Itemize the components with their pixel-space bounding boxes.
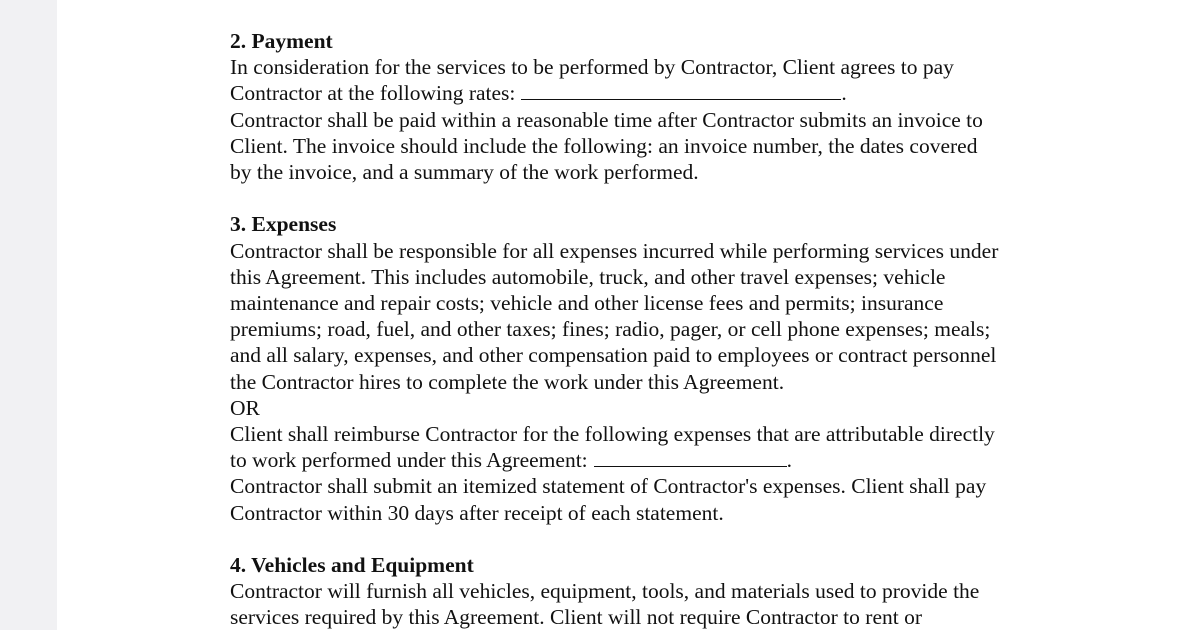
paragraph-line: premiums; road, fuel, and other taxes; fines; radio, pager, or cell phone expenses; meals; bbox=[230, 317, 991, 342]
rates-label: Contractor at the following rates: bbox=[230, 81, 516, 106]
paragraph-line: by the invoice, and a summary of the work performed. bbox=[230, 160, 699, 185]
document-content bbox=[230, 28, 1110, 630]
paragraph-line: Client shall reimburse Contractor for the following expenses that are attributable directly bbox=[230, 422, 995, 447]
rates-period: . bbox=[841, 81, 847, 106]
paragraph-line: Contractor shall be responsible for all expenses incurred while performing services under bbox=[230, 238, 999, 263]
viewer-gutter bbox=[0, 0, 57, 630]
or-separator: OR bbox=[230, 395, 260, 420]
paragraph-line: Contractor shall be paid within a reasonable time after Contractor submits an invoice to bbox=[230, 107, 983, 132]
section-vehicles-equipment bbox=[230, 552, 1110, 630]
paragraph-line: this Agreement. This includes automobile, truck, and other travel expenses; vehicle bbox=[230, 264, 946, 289]
section-expenses bbox=[230, 211, 1110, 525]
paragraph-line: Client. The invoice should include the following: an invoice number, the dates covered bbox=[230, 133, 978, 158]
paragraph-line: the Contractor hires to complete the work under this Agreement. bbox=[230, 369, 785, 394]
expenses-label: to work performed under this Agreement: bbox=[230, 448, 588, 473]
section-heading-vehicles-equipment: 4. Vehicles and Equipment bbox=[230, 553, 474, 578]
rates-line bbox=[230, 80, 1110, 106]
expenses-line bbox=[230, 447, 1110, 473]
rates-blank-field[interactable] bbox=[521, 81, 841, 100]
paragraph-line: Contractor within 30 days after receipt of each statement. bbox=[230, 500, 724, 525]
paragraph-line: and all salary, expenses, and other compensation paid to employees or contract personnel bbox=[230, 343, 997, 368]
paragraph-line: In consideration for the services to be performed by Contractor, Client agrees to pay bbox=[230, 55, 954, 80]
expenses-period: . bbox=[786, 448, 793, 473]
section-payment bbox=[230, 28, 1110, 185]
paragraph-line: maintenance and repair costs; vehicle and other license fees and permits; insurance bbox=[230, 291, 944, 316]
paragraph-line: services required by this Agreement. Client will not require Contractor to rent or bbox=[230, 605, 922, 630]
section-heading-payment: 2. Payment bbox=[230, 29, 333, 53]
section-heading-expenses: 3. Expenses bbox=[230, 212, 337, 237]
document-page bbox=[57, 0, 1200, 630]
expenses-blank-field[interactable] bbox=[594, 448, 787, 467]
paragraph-line: Contractor will furnish all vehicles, equipment, tools, and materials used to provide the bbox=[230, 579, 980, 604]
paragraph-line: Contractor shall submit an itemized statement of Contractor's expenses. Client shall pay bbox=[230, 474, 987, 499]
